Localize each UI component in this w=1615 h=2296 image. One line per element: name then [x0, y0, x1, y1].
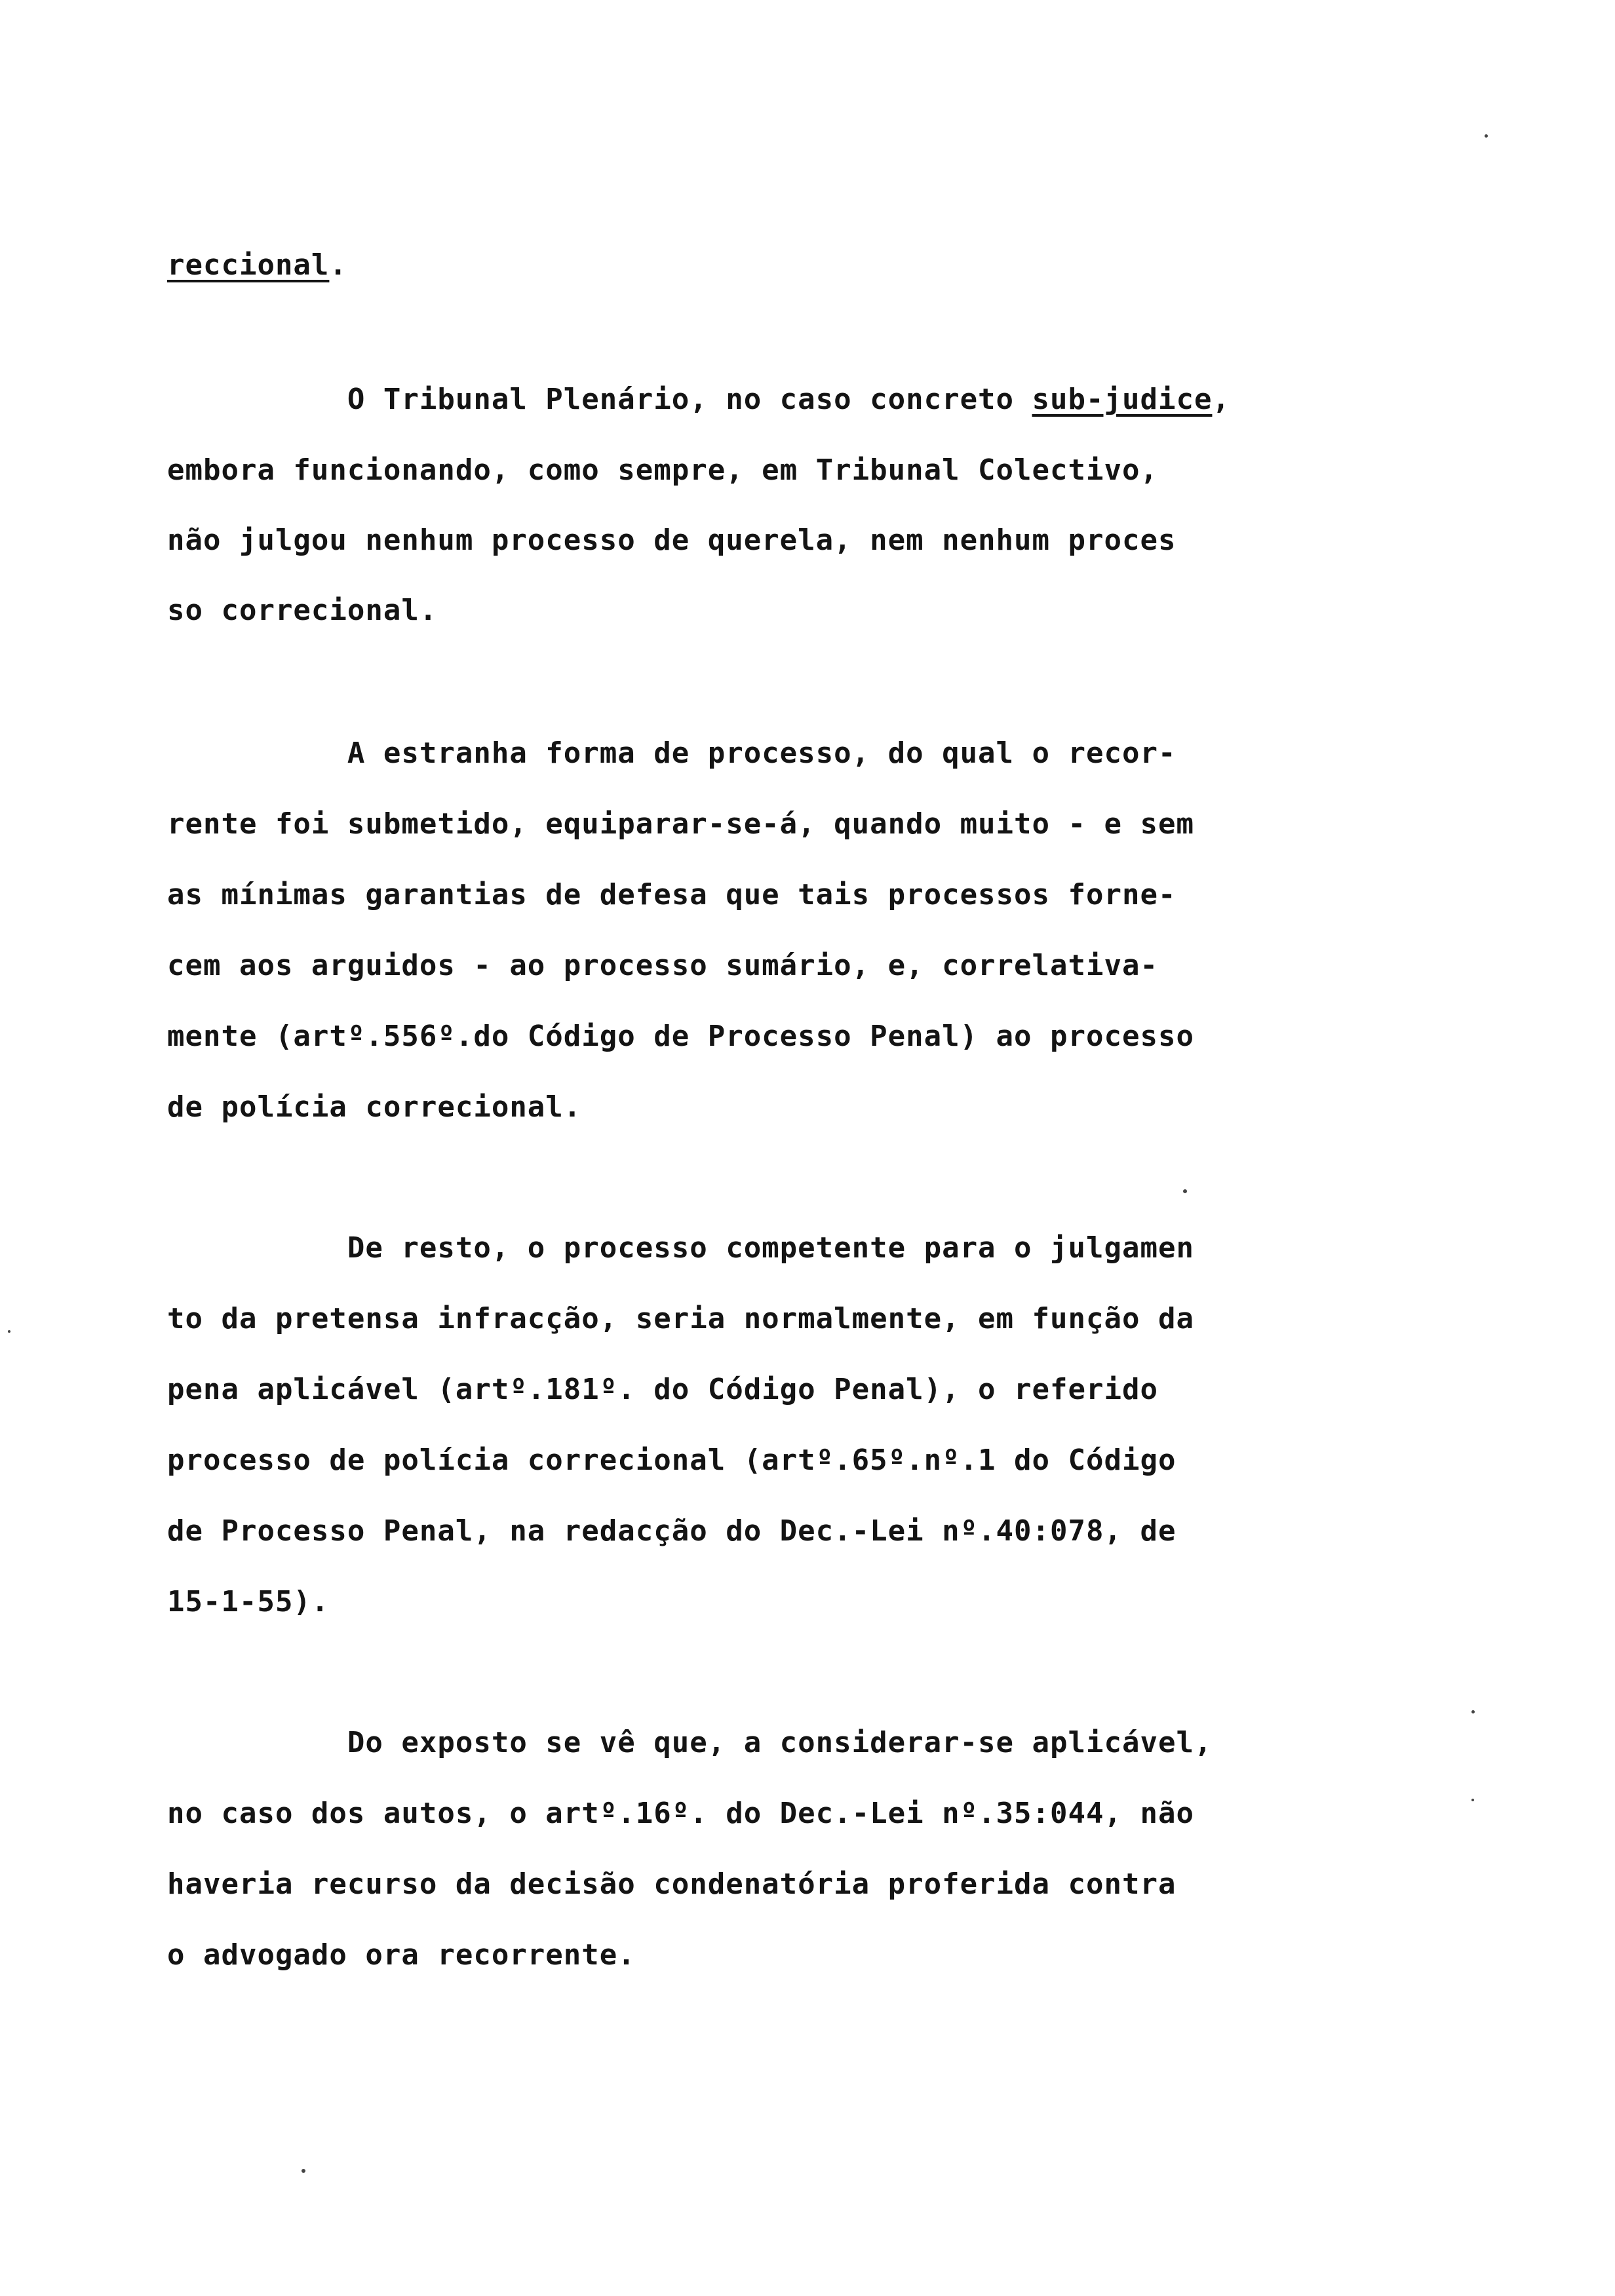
text-line: [167, 805, 1194, 844]
text-segment: o advogado ora recorrente.: [167, 1938, 636, 1972]
text-segment: Do exposto se vê que, a considerar-se aplicável,: [167, 1726, 1213, 1759]
text-segment: pena aplicável (artº.181º. do Código Penal), o referido: [167, 1373, 1158, 1406]
text-segment: as mínimas garantias de defesa que tais processos forne-: [167, 878, 1177, 911]
scan-speck: [1485, 134, 1488, 138]
text-segment: De resto, o processo competente para o julgamen: [167, 1231, 1194, 1265]
text-segment: O Tribunal Plenário, no caso concreto: [167, 383, 1032, 416]
text-segment: A estranha forma de processo, do qual o recor-: [167, 737, 1177, 770]
text-segment: embora funcionando, como sempre, em Tribunal Colectivo,: [167, 453, 1158, 487]
text-line: [167, 246, 347, 285]
text-line: [167, 451, 1158, 490]
text-line: [167, 1299, 1194, 1339]
text-segment: .: [329, 248, 347, 282]
text-segment: mente (artº.556º.do Código de Processo Penal) ao processo: [167, 1020, 1194, 1053]
text-line: [167, 380, 1230, 419]
text-line: [167, 1512, 1176, 1551]
text-line: [167, 1794, 1194, 1833]
text-segment: ,: [1212, 383, 1230, 416]
text-line: [167, 1865, 1176, 1904]
text-line: [167, 1088, 581, 1127]
text-line: [167, 1441, 1176, 1480]
text-segment: 15-1-55).: [167, 1585, 330, 1618]
text-segment: processo de polícia correcional (artº.65º.nº.1 do Código: [167, 1444, 1177, 1477]
text-line: [167, 1582, 329, 1622]
text-segment: haveria recurso da decisão condenatória proferida contra: [167, 1867, 1177, 1901]
underlined-text: reccional: [167, 248, 330, 282]
text-segment: rente foi submetido, equiparar-se-á, quando muito - e sem: [167, 807, 1194, 841]
text-segment: cem aos arguidos - ao processo sumário, e, correlativa-: [167, 949, 1158, 982]
text-line: [167, 1370, 1158, 1409]
text-line: [167, 1017, 1194, 1056]
text-segment: no caso dos autos, o artº.16º. do Dec.-Lei nº.35:044, não: [167, 1797, 1194, 1830]
text-segment: so correcional.: [167, 594, 438, 627]
text-line: [167, 591, 437, 630]
scan-speck: [1471, 1799, 1474, 1801]
text-segment: de polícia correcional.: [167, 1090, 582, 1124]
text-line: [167, 1936, 636, 1975]
scan-speck: [8, 1330, 10, 1333]
text-line: [167, 521, 1176, 560]
scan-speck: [302, 2169, 305, 2173]
scan-speck: [1471, 1710, 1475, 1713]
text-line: [167, 1723, 1212, 1763]
text-segment: não julgou nenhum processo de querela, nem nenhum proces: [167, 524, 1177, 557]
scan-speck: [1183, 1189, 1187, 1193]
underlined-text: sub-judice: [1032, 383, 1213, 416]
text-line: [167, 734, 1176, 773]
text-segment: de Processo Penal, na redacção do Dec.-Lei nº.40:078, de: [167, 1514, 1177, 1548]
text-line: [167, 875, 1176, 915]
text-line: [167, 946, 1158, 985]
text-line: [167, 1229, 1194, 1268]
text-segment: to da pretensa infracção, seria normalmente, em função da: [167, 1302, 1194, 1335]
